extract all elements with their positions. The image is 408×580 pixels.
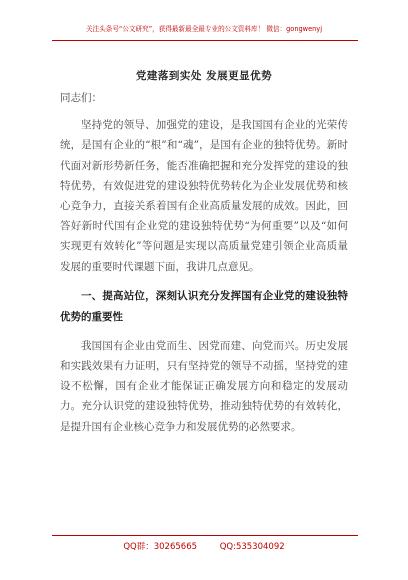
footer-qq-group: QQ群：30265665 [123, 542, 198, 552]
document-body [60, 88, 348, 437]
section-paragraph: 我国国有企业由党而生、因党而建、向党而兴。历史发展和实践效果有力证明，只有坚持党的领导不动摇，坚持党的建设不松懈，国有企业才能保证正确发展方向和稳定的发展动力。充分认识党的建设独特优势，推动独特优势的有效转化，是提升国有企业核心竞争力和发展优势的必然要求。 [60, 339, 348, 433]
greeting: 同志们： [60, 92, 102, 104]
header-promo-text: 关注头条号“公文研究”，获得最新最全最专业的公文资料库！ 微信：gongwenyj [85, 25, 323, 33]
header-divider [52, 40, 358, 41]
footer-qq: QQ:535304092 [219, 542, 285, 552]
body-paragraph: 坚持党的领导、加强党的建设，是我国国有企业的光荣传统，是国有企业的“根”和“魂”，是国有企业的独特优势。新时代面对新形势新任务，能否准确把握和充分发挥党的建设的独特优势，有效促进党的建设独特优势转化为企业发展优势和核心竞争力，直接关系着国有企业高质量发展的成效。因此，回答好新时代国有企业党的建设独特优势“为何重要”以及“如何实现更有效转化”等问题是实现以高质量党建引领企业高质量发展的重要时代课题下面，我讲几点意见。 [60, 119, 348, 273]
footer [0, 540, 408, 552]
section-heading: 一、提高站位，深刻认识充分发挥国有企业党的建设独特优势的重要性 [60, 289, 348, 323]
footer-divider [52, 535, 358, 536]
document-title: 党建落到实处 发展更显优势 [135, 70, 273, 82]
